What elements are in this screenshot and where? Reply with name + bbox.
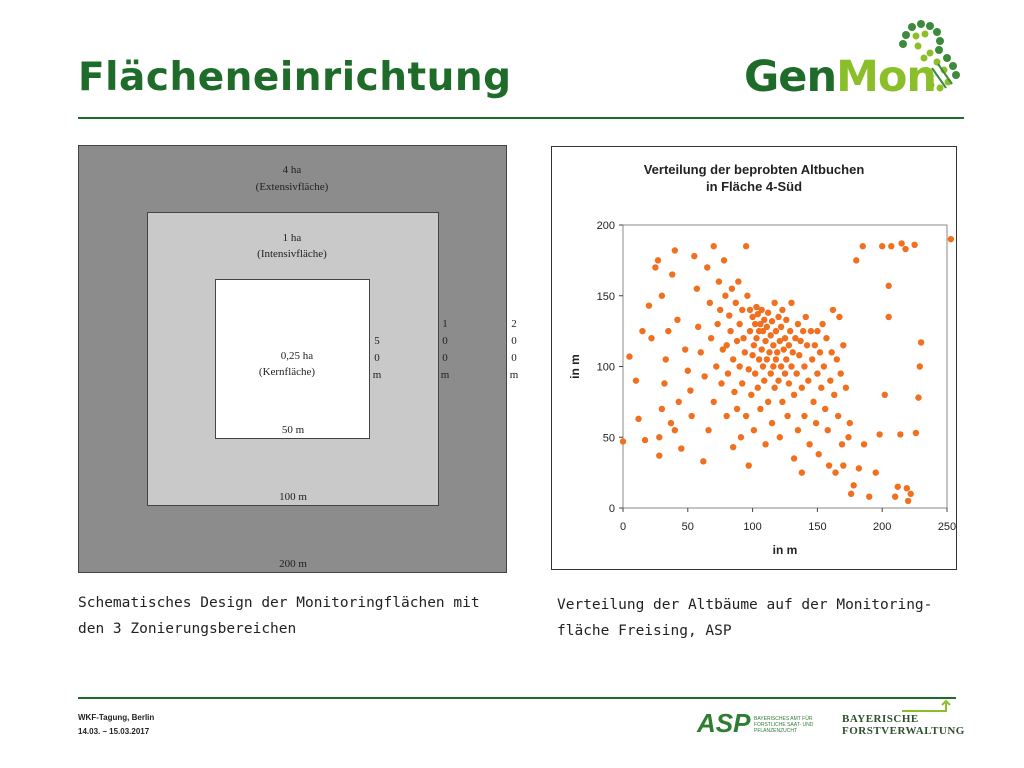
caption-right [557,592,932,644]
data-point [850,482,856,488]
data-point [659,293,665,299]
inner-height-label: 5 0 m [372,335,382,381]
data-point [834,356,840,362]
y-tick-label: 150 [596,290,615,303]
data-point [784,413,790,419]
data-point [818,385,824,391]
data-point [814,328,820,334]
data-point [669,271,675,277]
data-point [831,392,837,398]
data-point [783,317,789,323]
data-point [835,413,841,419]
outer-zone-name: (Extensivfläche) [255,181,329,193]
data-point [661,380,667,386]
data-point [678,445,684,451]
data-point [779,307,785,313]
data-point [739,307,745,313]
data-point [774,349,780,355]
inner-zone-area: 0,25 ha [280,350,314,362]
data-point [731,389,737,395]
data-point [656,434,662,440]
data-point [716,278,722,284]
data-point [652,264,658,270]
x-tick-label: 0 [619,521,627,533]
data-point [721,257,727,263]
data-point [826,462,832,468]
data-point [761,317,767,323]
header-rule [78,117,964,119]
data-point [738,434,744,440]
bf-line-2: FORSTVERWALTUNG [842,725,965,737]
data-point [808,328,814,334]
data-point [803,314,809,320]
inner-width-label: 50 m [281,424,305,436]
y-tick-label: 50 [602,432,615,445]
data-point [674,317,680,323]
data-point [800,328,806,334]
data-point [817,349,823,355]
zone-schematic [78,145,519,573]
data-point [908,491,914,497]
data-point [775,377,781,383]
data-point [882,392,888,398]
data-point [866,493,872,499]
data-point [773,328,779,334]
chart-title-line-1: Verteilung der beprobten Altbuchen [643,162,865,177]
scatter-chart [552,147,956,569]
data-point [747,307,753,313]
data-point [753,335,759,341]
data-point [804,342,810,348]
data-point [848,491,854,497]
data-point [665,328,671,334]
logo-gen: Gen [744,52,837,102]
outer-width-label: 200 m [279,558,307,570]
data-point [768,332,774,338]
data-point [733,300,739,306]
data-point [873,469,879,475]
data-point [742,349,748,355]
data-point [676,399,682,405]
data-point [639,328,645,334]
data-point [913,430,919,436]
data-point [801,363,807,369]
caption-right-line-2: fläche Freising, ASP [557,623,732,639]
asp-logo-subtitle: BAYERISCHES AMT FÜR FORSTLICHE SAAT- UND PFLANZENZUCHT [754,716,814,734]
data-point [778,324,784,330]
data-point [642,437,648,443]
data-point [734,406,740,412]
data-point [722,293,728,299]
middle-width-label: 100 m [279,491,307,503]
middle-zone-area: 1 ha [282,232,302,244]
data-point [698,349,704,355]
data-point [691,253,697,259]
data-point [695,324,701,330]
data-point [827,377,833,383]
y-tick-label: 200 [596,220,615,232]
data-point [633,377,639,383]
data-point [735,278,741,284]
data-point [895,484,901,490]
data-point [744,293,750,299]
chart-title-line-2: in Fläche 4-Süd [705,179,803,194]
data-point [768,370,774,376]
data-point [713,363,719,369]
data-point [815,451,821,457]
x-tick-label: 50 [681,521,694,533]
data-point [734,338,740,344]
caption-left-line-1: Schematisches Design der Monitoringflächen mit [78,595,480,611]
data-point [729,285,735,291]
data-point [700,458,706,464]
data-point [635,416,641,422]
data-point [788,300,794,306]
data-point [898,240,904,246]
data-point [793,370,799,376]
data-point [783,356,789,362]
x-tick-label: 150 [808,521,827,533]
data-point [756,356,762,362]
data-point [747,328,753,334]
data-point [840,342,846,348]
data-point [655,257,661,263]
data-point [819,321,825,327]
data-point [796,352,802,358]
data-point [840,462,846,468]
data-point [746,462,752,468]
data-point [688,413,694,419]
data-point [743,413,749,419]
y-tick-label: 0 [608,503,615,515]
caption-right-line-1: Verteilung der Altbäume auf der Monitoring- [557,597,933,613]
data-point [918,339,924,345]
data-point [917,363,923,369]
data-point [810,399,816,405]
data-point [761,377,767,383]
y-tick-label: 100 [596,361,615,374]
genmon-logo-text [744,52,936,102]
y-axis-label: in m [568,354,582,379]
data-point [779,399,785,405]
data-point [799,385,805,391]
data-point [769,420,775,426]
data-point [739,380,745,386]
data-point [656,452,662,458]
data-point [861,441,867,447]
data-point [830,307,836,313]
data-point [751,427,757,433]
data-point [806,441,812,447]
data-point [825,427,831,433]
data-point [717,307,723,313]
data-point [757,406,763,412]
data-point [843,385,849,391]
data-point [801,413,807,419]
data-point [701,373,707,379]
data-point [822,406,828,412]
data-point [948,236,954,242]
data-point [736,363,742,369]
footer-rule [78,697,956,699]
data-point [748,392,754,398]
caption-left [78,590,480,642]
data-point [685,368,691,374]
data-point [646,302,652,308]
data-point [897,431,903,437]
data-point [839,441,845,447]
data-point [765,310,771,316]
data-point [758,346,764,352]
data-point [836,314,842,320]
data-point [648,335,654,341]
asp-logo [697,708,814,739]
data-point [860,243,866,249]
data-point [726,312,732,318]
data-point [799,469,805,475]
data-point [828,349,834,355]
data-point [773,356,779,362]
data-point [765,399,771,405]
data-point [740,335,746,341]
data-point [751,342,757,348]
data-point [663,356,669,362]
scatter-chart-frame [551,146,957,570]
inner-zone-name: (Kernfläche) [258,366,316,378]
data-point [730,356,736,362]
data-point [626,353,632,359]
data-point [786,380,792,386]
data-point [770,363,776,369]
data-point [847,420,853,426]
data-point [821,363,827,369]
data-point [797,338,803,344]
data-point [777,434,783,440]
data-point [659,406,665,412]
data-point [782,335,788,341]
forstverwaltung-logo-mark [842,699,952,715]
data-point [823,335,829,341]
data-point [705,427,711,433]
data-point [911,242,917,248]
outer-zone-area: 4 ha [282,164,302,176]
data-point [672,427,678,433]
x-axis-label: in m [772,543,798,557]
data-point [775,314,781,320]
logo-mon: Mon [836,52,937,102]
data-point [711,243,717,249]
data-point [762,338,768,344]
caption-left-line-2: den 3 Zonierungsbereichen [78,621,297,637]
data-point [814,370,820,376]
data-point [708,335,714,341]
data-point [770,342,776,348]
data-point [771,300,777,306]
footer-event: WKF-Tagung, Berlin [78,713,155,722]
data-point [760,363,766,369]
genmon-logo [740,18,970,100]
middle-height-label: 1 0 0 m [440,318,450,381]
x-tick-label: 250 [937,521,956,533]
x-tick-label: 200 [873,521,892,533]
data-point [778,363,784,369]
data-point [749,352,755,358]
data-point [723,413,729,419]
data-point [812,342,818,348]
data-point [764,356,770,362]
data-point [723,342,729,348]
data-point [668,420,674,426]
data-point [714,321,720,327]
data-point [752,370,758,376]
data-point [905,498,911,504]
data-point [809,356,815,362]
data-point [758,307,764,313]
data-point [730,444,736,450]
plot-area [623,225,947,508]
data-point [845,434,851,440]
data-point [764,324,770,330]
data-point [795,427,801,433]
outer-height-label: 2 0 0 m [509,318,519,381]
data-point [782,370,788,376]
data-point [736,321,742,327]
data-point [788,363,794,369]
data-point [682,346,688,352]
data-point [694,285,700,291]
data-point [791,392,797,398]
data-point [769,318,775,324]
data-point [672,247,678,253]
data-point [620,438,626,444]
asp-logo-text: ASP [697,708,751,738]
data-point [743,243,749,249]
data-point [771,385,777,391]
bf-line-1: BAYERISCHE [842,713,919,725]
data-point [718,380,724,386]
data-point [856,465,862,471]
data-point [832,469,838,475]
forstverwaltung-logo [842,713,965,737]
data-point [755,385,761,391]
data-point [787,328,793,334]
data-point [876,431,882,437]
data-point [885,283,891,289]
data-point [711,399,717,405]
data-point [879,243,885,249]
data-point [805,377,811,383]
x-tick-label: 100 [743,521,762,533]
data-point [885,314,891,320]
data-point [725,370,731,376]
footer-dates: 14.03. – 15.03.2017 [78,727,150,736]
data-point [902,246,908,252]
data-point [781,346,787,352]
data-point [892,493,898,499]
data-point [786,342,792,348]
data-point [791,455,797,461]
middle-zone-name: (Intensivfläche) [257,248,327,260]
data-point [727,328,733,334]
data-point [707,300,713,306]
data-point [687,387,693,393]
data-point [766,349,772,355]
data-point [813,420,819,426]
data-point [746,366,752,372]
data-point [915,394,921,400]
slide-title: Flächeneinrichtung [78,55,512,100]
data-point [838,370,844,376]
data-point [853,257,859,263]
data-point [762,441,768,447]
data-point [790,349,796,355]
data-point [888,243,894,249]
data-point [904,485,910,491]
data-point [704,264,710,270]
data-point [795,321,801,327]
